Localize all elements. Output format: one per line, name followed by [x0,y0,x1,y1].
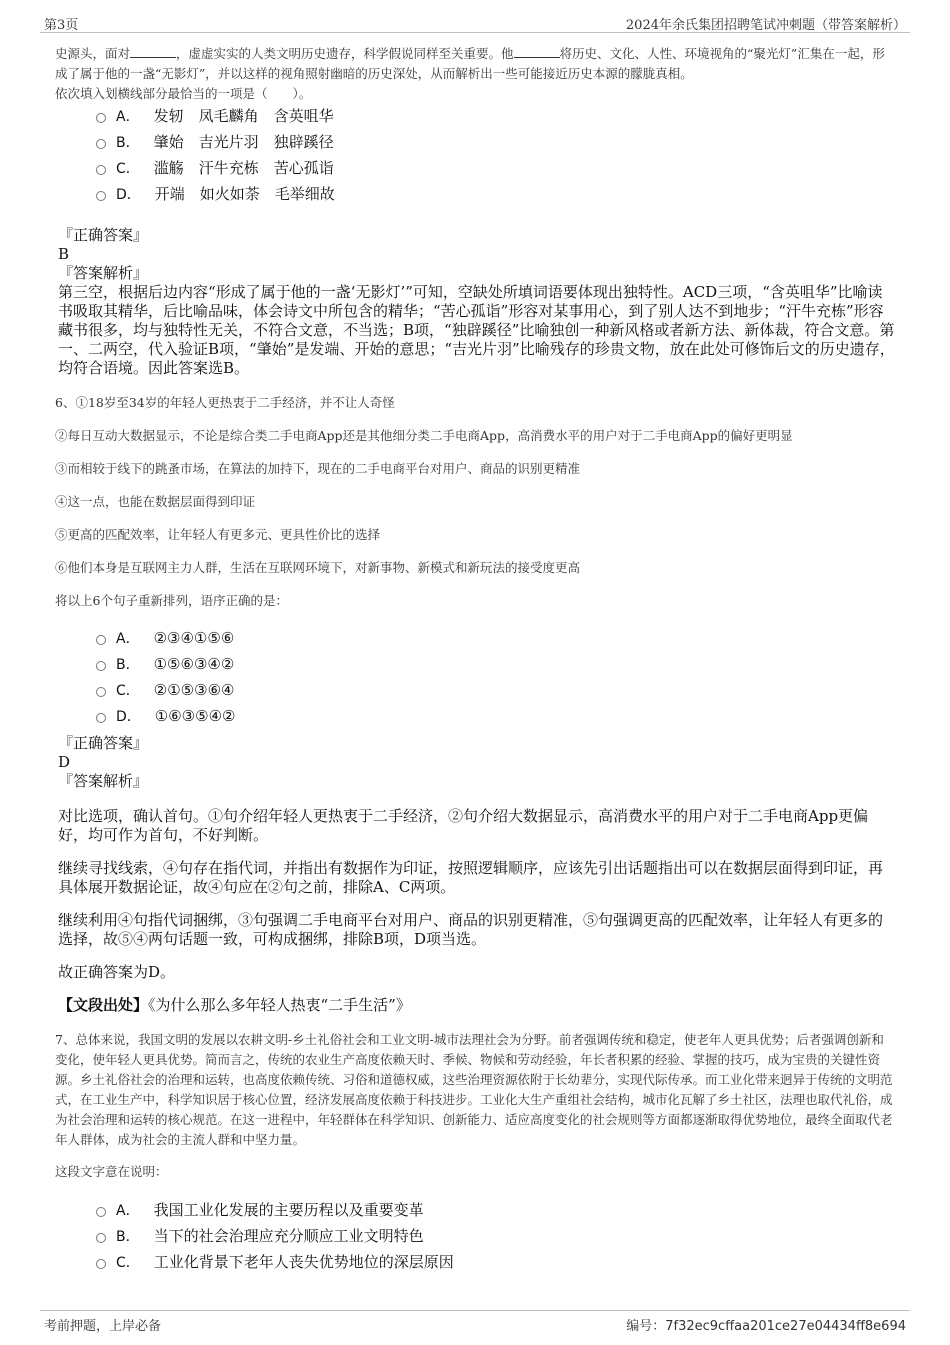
fill-blank-1 [130,45,176,58]
q7-option-a[interactable]: A． 我国工业化发展的主要历程以及重要变革 [96,1198,424,1222]
analysis-paragraph-2: 继续寻找线索，④句存在指代词，并指出有数据作为印证，按照逻辑顺序，应该先引出话题指出可以在数据层面得到印证，再具体展开数据论证，故④句应在②句之前，排除A、C两项。 [58,859,884,896]
radio-icon[interactable] [96,1259,106,1269]
q7-stem [55,1030,895,1182]
q5-stem [55,44,895,104]
radio-icon[interactable] [96,165,106,175]
analysis-label: 『答案解析』 [58,264,149,282]
answer-value: B [58,245,70,263]
q5-option-b[interactable]: B． 肇始 吉光片羽 独辟蹊径 [96,130,334,154]
q6-sentence-5: ⑤更高的匹配效率，让年轻人有更多元、更具性价比的选择 [55,527,381,542]
q5-answer-block [58,226,895,378]
q5-option-a[interactable]: A． 发轫 凤毛麟角 含英咀华 [96,104,334,128]
radio-icon[interactable] [96,1233,106,1243]
q6-option-d[interactable]: D． ①⑥③⑤④② [96,704,235,728]
page-footer [40,1310,910,1337]
q5-option-c[interactable]: C． 滥觞 汗牛充栋 苦心孤诣 [96,156,334,180]
q6-option-a[interactable]: A． ②③④①⑤⑥ [96,626,234,650]
q6-sentence-2: ②每日互动大数据显示，不论是综合类二手电商App还是其他细分类二手电商App，高消费水平的用户对于二手电商App的偏好更明显 [55,428,793,443]
q6-sentence-4: ④这一点，也能在数据层面得到印证 [55,494,256,509]
q6-option-b[interactable]: B． ①⑤⑥③④② [96,652,234,676]
radio-icon[interactable] [96,191,106,201]
q7-option-b[interactable]: B． 当下的社会治理应充分顺应工业文明特色 [96,1224,424,1248]
radio-icon[interactable] [96,687,106,697]
analysis-paragraph-1: 对比选项，确认首句。①句介绍年轻人更热衷于二手经济，②句介绍大数据显示，高消费水平的用户对于二手电商App更偏好，均可作为首句，不好判断。 [58,807,869,844]
radio-icon[interactable] [96,113,106,123]
q7-prompt: 这段文字意在说明： [55,1164,168,1179]
answer-value: D [58,753,71,771]
radio-icon[interactable] [96,1207,106,1217]
radio-icon[interactable] [96,139,106,149]
analysis-paragraph-3: 继续利用④句指代词捆绑，③句强调二手电商平台对用户、商品的识别更精准，⑤句强调更高的匹配效率，让年轻人有更多的选择，故⑤④两句话题一致，可构成捆绑，排除B项，D项当选。 [58,911,884,948]
footer-code [626,1315,906,1334]
analysis-paragraph-4: 故正确答案为D。 [58,963,176,981]
q7-option-c[interactable]: C． 工业化背景下老年人丧失优势地位的深层原因 [96,1250,454,1274]
footer-slogan: 考前押题，上岸必备 [44,1319,162,1334]
q6-stem [55,393,895,611]
page-header [40,10,910,33]
answer-label: 『正确答案』 [58,734,149,752]
radio-icon[interactable] [96,661,106,671]
q7-text: 7、总体来说，我国文明的发展以农耕文明-乡土礼俗社会和工业文明-城市法理社会为分野。前者强调传统和稳定，使老年人更具优势；后者强调创新和变化，使年轻人更具优势。简而言之，传统的农业生产高度依赖天时、季候、物候和劳动经验，年长者积累的经验、掌握的技巧，成为宝贵的关键性资源。乡土礼俗社会的治理和运转，也高度依赖传统、习俗和道德权威，这些治理资源依附于长幼辈分，实现代际传承。而工业化带来迥异于传统的文明范式，在工业生产中，科学知识居于核心位置，经济发展高度依赖于科技进步。工业化大生产重组社会结构，城市化瓦解了乡土社区，法理也取代礼俗，成为社会治理和运转的核心规范。在这一进程中，年轻群体在科学知识、创新能力、适应高度变化的社会规则等方面都逐渐取得优势地位，最终全面取代老年人群体，成为社会的主流人群和中坚力量。 [55,1032,893,1147]
source-label: 【文段出处】 [58,996,149,1014]
code-value: 7f32ec9cffaa201ce27e04434ff8e694 [665,1319,906,1334]
analysis-text: 第三空，根据后边内容“形成了属于他的一盏‘无影灯’”可知，空缺处所填词语要体现出独特性。ACD三项，“含英咀华”比喻读书吸取其精华，后比喻品味，体会诗文中所包含的精华；“苦心孤诣”形容对某事用心，到了别人达不到地步；“汗牛充栋”形容藏书很多，均与独特性无关，不符合文意，不当选；B项，“独辟蹊径”比喻独创一种新风格或者新方法、新体裁，符合文意。第一、二两空，代入验证B项，“肇始”是发端、开始的意思；“吉光片羽”比喻残存的珍贵文物，放在此处可修饰后文的历史遗存，均符合语境。因此答案选B。 [58,283,895,377]
q6-sentence-3: ③而相较于线下的跳蚤市场，在算法的加持下，现在的二手电商平台对用户、商品的识别更精准 [55,461,581,476]
q5-option-d[interactable]: D． 开端 如火如荼 毛举细故 [96,182,335,206]
q6-sentence-1: 6、①18岁至34岁的年轻人更热衷于二手经济，并不让人奇怪 [55,395,395,410]
q5-stem-text: 史源头，面对 ，虚虚实实的人类文明历史遗存，科学假说同样至关重要。他 将历史、文化、人性、环境视角的“聚光灯”汇集在一起，形成了属于他的一盏“无影灯”，并以这样的视角照射幽暗的历史深处，从而解析出一些可能接近历史本源的朦胧真相。 [55,46,885,81]
q6-option-c[interactable]: C． ②①⑤③⑥④ [96,678,234,702]
answer-label: 『正确答案』 [58,226,149,244]
document-title: 2024年余氏集团招聘笔试冲刺题（带答案解析） [625,18,906,33]
q6-sentence-6: ⑥他们本身是互联网主力人群，生活在互联网环境下，对新事物、新模式和新玩法的接受度更高 [55,560,581,575]
radio-icon[interactable] [96,713,106,723]
q6-answer-block [58,734,895,1015]
source-title: 《为什么那么多年轻人热衷“二手生活”》 [148,996,411,1014]
q6-prompt: 将以上6个句子重新排列，语序正确的是： [55,593,288,608]
radio-icon[interactable] [96,635,106,645]
page-number: 第3页 [44,18,79,33]
q5-prompt: 依次填入划横线部分最恰当的一项是（ ）。 [55,86,312,101]
fill-blank-2 [514,45,560,58]
code-label: 编号： [626,1319,666,1334]
analysis-label: 『答案解析』 [58,772,149,790]
source-line [58,996,895,1015]
